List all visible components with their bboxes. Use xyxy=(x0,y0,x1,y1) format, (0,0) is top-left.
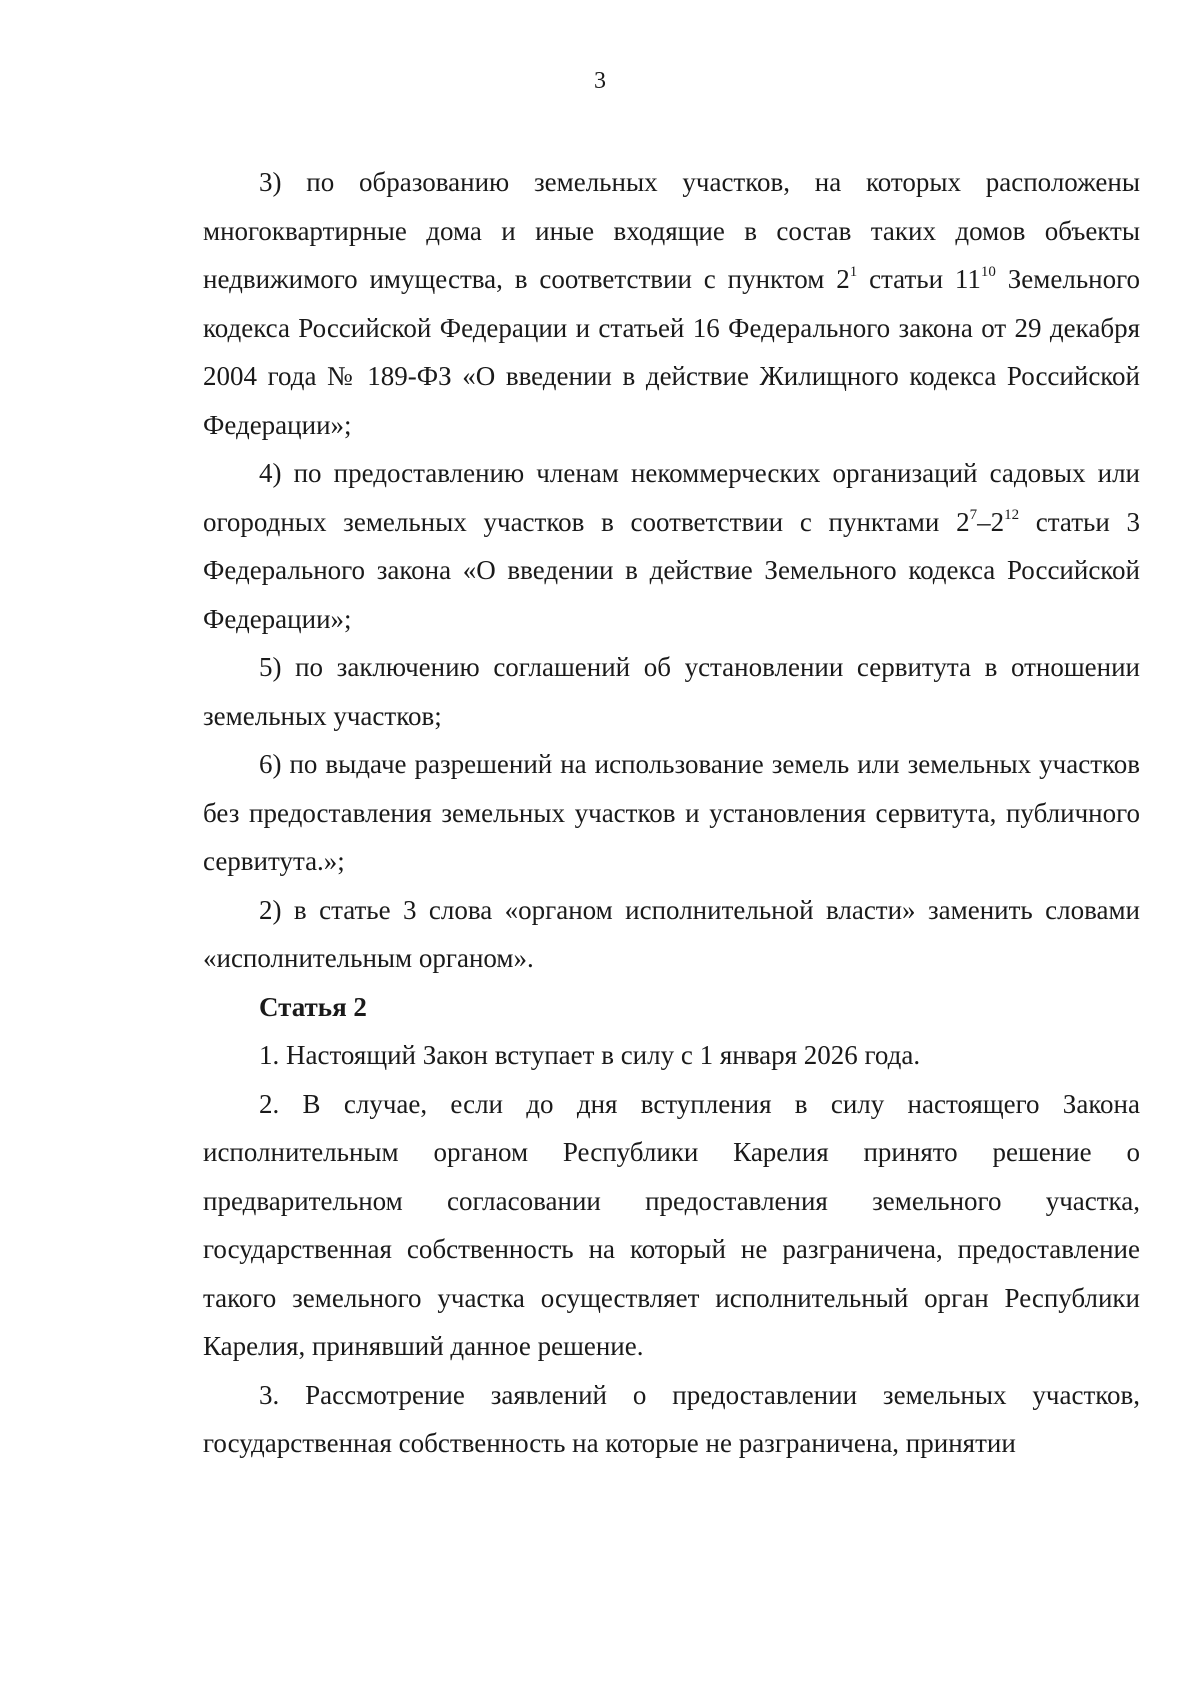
article-2-title: Статья 2 xyxy=(259,991,367,1022)
article-2-paragraph-3: 3. Рассмотрение заявлений о предоставлении земельных участков, государственная собственность на которые не разграничена, принятии xyxy=(203,1379,1140,1458)
paragraph-item-5: 5) по заключению соглашений об установлении сервитута в отношении земельных участков; xyxy=(203,652,1140,731)
paragraph-item-3: 3) по образованию земельных участков, на которых расположены многоквартирные дома и иные входящие в состав таких домов объекты недвижимого имущества, в соответствии с пунктом $2^1$ статьи $11^{10}$ Земельного кодекса Российской Федерации и статьей 16 Федерального закона от 29 декабря 2004 года № 189-ФЗ «О введении в действие Жилищного кодекса Российской Федерации»; xyxy=(203,167,1140,440)
paragraph-item-2: 2) в статье 3 слова «органом исполнительной власти» заменить словами «исполнительным органом». xyxy=(203,894,1140,973)
article-2-paragraph-2: 2. В случае, если до дня вступления в силу настоящего Закона исполнительным органом Республики Карелия принято решение о предварительном согласовании предоставления земельного участка, государственная собственность на который не разграничена, предоставление такого земельного участка осуществляет исполнительный орган Республики Карелия, принявший данное решение. xyxy=(203,1088,1140,1361)
superscript: 7 xyxy=(969,506,978,523)
superscript: 12 xyxy=(1004,506,1020,523)
article-2-paragraph-1: 1. Настоящий Закон вступает в силу с 1 января 2026 года. xyxy=(259,1040,921,1070)
superscript: 1 xyxy=(849,264,858,280)
document-body xyxy=(203,158,1140,1468)
superscript: 10 xyxy=(980,264,996,280)
page-number: 3 xyxy=(594,68,606,94)
paragraph-item-4: 4) по предоставлению членам некоммерческих организаций садовых или огородных земельных участков в соответствии с пунктами $2^7-2^{12}$ статьи 3 Федерального закона «О введении в действие Земельного кодекса Российской Федерации»; xyxy=(203,458,1140,634)
paragraph-item-6: 6) по выдаче разрешений на использование земель или земельных участков без предоставления земельных участков и установления сервитута, публичного сервитута.»; xyxy=(203,749,1140,876)
